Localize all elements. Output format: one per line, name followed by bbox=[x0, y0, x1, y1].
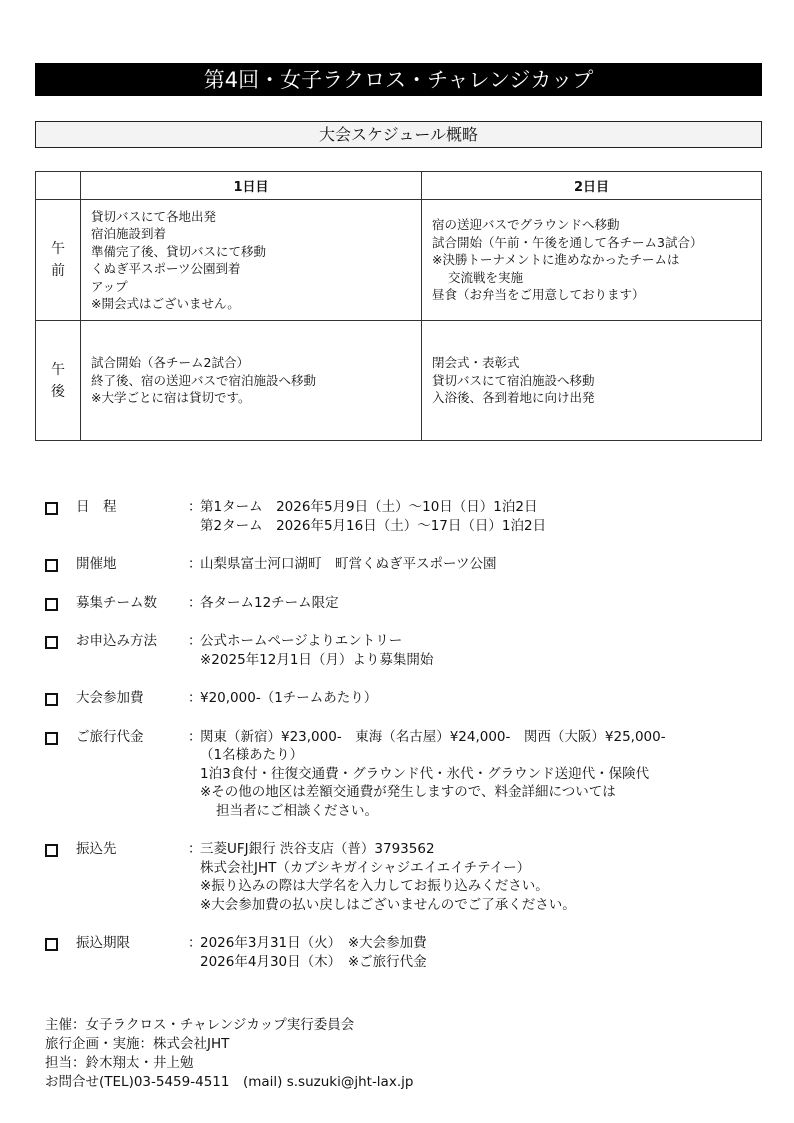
colon: ： bbox=[188, 633, 202, 649]
am-label-char: 前 bbox=[51, 263, 65, 279]
colon: ： bbox=[188, 556, 202, 572]
info-label: お申込み方法 bbox=[76, 633, 157, 649]
info-item-deadline bbox=[45, 934, 765, 971]
info-item-teams bbox=[45, 594, 765, 613]
info-line: 三菱UFJ銀行 渋谷支店（普）3793562 bbox=[200, 841, 435, 857]
info-line: （1名様あたり） bbox=[200, 747, 304, 763]
info-line: 2026年3月31日（火） ※大会参加費 bbox=[200, 935, 427, 951]
colon: ： bbox=[188, 728, 202, 745]
am-day2-line: ※決勝トーナメントに進めなかったチームは bbox=[432, 252, 680, 268]
pm-label-char: 午 bbox=[51, 361, 65, 378]
am-day1-line: 宿泊施設到着 bbox=[91, 226, 167, 241]
info-item-travel-fee bbox=[45, 728, 765, 821]
schedule-header-row bbox=[36, 172, 762, 200]
pm-day2-line: 入浴後、各到着地に向け出発 bbox=[432, 390, 595, 406]
info-item-application bbox=[45, 632, 765, 669]
header-day2: 2日目 bbox=[422, 172, 762, 200]
info-line: 山梨県富士河口湖町 町営くぬぎ平スポーツ公園 bbox=[200, 556, 497, 572]
checkbox-square-icon bbox=[45, 844, 58, 857]
info-line: 公式ホームページよりエントリー bbox=[200, 633, 403, 649]
am-day2-line: 試合開始（午前・午後を通して各チーム3試合） bbox=[432, 234, 703, 250]
info-label: ご旅行代金 bbox=[76, 728, 144, 745]
info-line: ¥20,000-（1チームあたり） bbox=[200, 690, 378, 706]
colon: ： bbox=[188, 935, 202, 951]
am-day1-line: ※開会式はございません。 bbox=[91, 296, 240, 311]
am-day2-cell bbox=[422, 200, 762, 321]
colon: ： bbox=[188, 690, 202, 706]
colon: ： bbox=[188, 841, 202, 857]
pm-label-char: 後 bbox=[51, 383, 65, 400]
am-day1-line: アップ bbox=[91, 278, 128, 294]
pm-day1-line: 終了後、宿の送迎バスで宿泊施設へ移動 bbox=[91, 372, 317, 388]
am-day2-line: 昼食（お弁当をご用意しております） bbox=[432, 287, 645, 303]
am-day2-line: 交流戦を実施 bbox=[448, 269, 524, 285]
info-line: 第1ターム 2026年5月9日（土）〜10日（日）1泊2日 bbox=[200, 499, 538, 515]
header-empty-cell bbox=[36, 172, 81, 200]
schedule-subtitle: 大会スケジュール概略 bbox=[35, 121, 762, 148]
am-label-char: 午 bbox=[51, 241, 65, 257]
footer-line: 主催：女子ラクロス・チャレンジカップ実行委員会 bbox=[45, 1017, 355, 1033]
am-label bbox=[36, 200, 81, 321]
info-line: ※2025年12月1日（月）より募集開始 bbox=[200, 651, 434, 668]
pm-day2-line: 貸切バスにて宿泊施設へ移動 bbox=[432, 372, 595, 388]
organizer-footer bbox=[45, 1016, 413, 1092]
info-item-schedule bbox=[45, 498, 765, 535]
page-title: 第4回・女子ラクロス・チャレンジカップ bbox=[35, 63, 762, 96]
checkbox-square-icon bbox=[45, 693, 58, 706]
info-item-bank bbox=[45, 840, 765, 914]
checkbox-square-icon bbox=[45, 502, 58, 515]
info-label: 募集チーム数 bbox=[76, 594, 157, 611]
am-day1-cell bbox=[81, 200, 422, 321]
info-label: 開催地 bbox=[76, 556, 117, 572]
checkbox-square-icon bbox=[45, 598, 58, 611]
colon: ： bbox=[188, 499, 202, 515]
pm-day1-cell bbox=[81, 321, 422, 441]
info-line: ※大会参加費の払い戻しはございませんのでご了承ください。 bbox=[200, 896, 576, 913]
info-line: 2026年4月30日（木） ※ご旅行代金 bbox=[200, 953, 427, 970]
info-line: 担当者にご相談ください。 bbox=[216, 802, 378, 819]
pm-day1-line: 試合開始（各チーム2試合） bbox=[91, 355, 249, 371]
footer-line: 旅行企画・実施：株式会社JHT bbox=[45, 1036, 230, 1052]
event-info-list bbox=[45, 498, 765, 991]
am-day1-line: 準備完了後、貸切バスにて移動 bbox=[91, 243, 267, 259]
info-label: 振込期限 bbox=[76, 935, 130, 951]
info-item-venue bbox=[45, 555, 765, 574]
pm-label bbox=[36, 321, 81, 441]
footer-contact: お問合せ(TEL)03-5459-4511 (mail) s.suzuki@jht-lax.jp bbox=[45, 1074, 414, 1090]
info-label: 振込先 bbox=[76, 841, 117, 857]
info-line: ※その他の地区は差額交通費が発生しますので、料金詳細については bbox=[200, 784, 616, 800]
checkbox-square-icon bbox=[45, 636, 58, 649]
pm-day1-line: ※大学ごとに宿は貸切です。 bbox=[91, 390, 251, 406]
footer-line: 担当：鈴木翔太・井上勉 bbox=[45, 1055, 194, 1071]
info-line: 第2ターム 2026年5月16日（土）〜17日（日）1泊2日 bbox=[200, 517, 547, 534]
am-day1-line: 貸切バスにて各地出発 bbox=[91, 208, 217, 224]
schedule-row-am bbox=[36, 200, 762, 321]
am-day2-line: 宿の送迎バスでグラウンドへ移動 bbox=[432, 217, 620, 233]
info-line: 関東（新宿）¥23,000- 東海（名古屋）¥24,000- 関西（大阪）¥25,000- bbox=[200, 728, 666, 745]
colon: ： bbox=[188, 594, 202, 611]
info-line: 1泊3食付・往復交通費・グラウンド代・氷代・グラウンド送迎代・保険代 bbox=[200, 765, 650, 782]
checkbox-square-icon bbox=[45, 732, 58, 745]
am-day1-line: くぬぎ平スポーツ公園到着 bbox=[91, 261, 241, 276]
info-label: 大会参加費 bbox=[76, 690, 144, 706]
schedule-row-pm bbox=[36, 321, 762, 441]
pm-day2-line: 閉会式・表彰式 bbox=[432, 355, 520, 371]
pm-day2-cell bbox=[422, 321, 762, 441]
checkbox-square-icon bbox=[45, 938, 58, 951]
header-day1: 1日目 bbox=[81, 172, 422, 200]
info-label: 日 程 bbox=[76, 499, 117, 515]
checkbox-square-icon bbox=[45, 559, 58, 572]
info-line: 各ターム12チーム限定 bbox=[200, 594, 339, 611]
info-line: 株式会社JHT（カブシキガイシャジエイエイチテイー） bbox=[200, 859, 531, 876]
info-line: ※振り込みの際は大学名を入力してお振り込みください。 bbox=[200, 878, 549, 894]
info-item-entry-fee bbox=[45, 689, 765, 708]
schedule-table bbox=[35, 171, 762, 441]
